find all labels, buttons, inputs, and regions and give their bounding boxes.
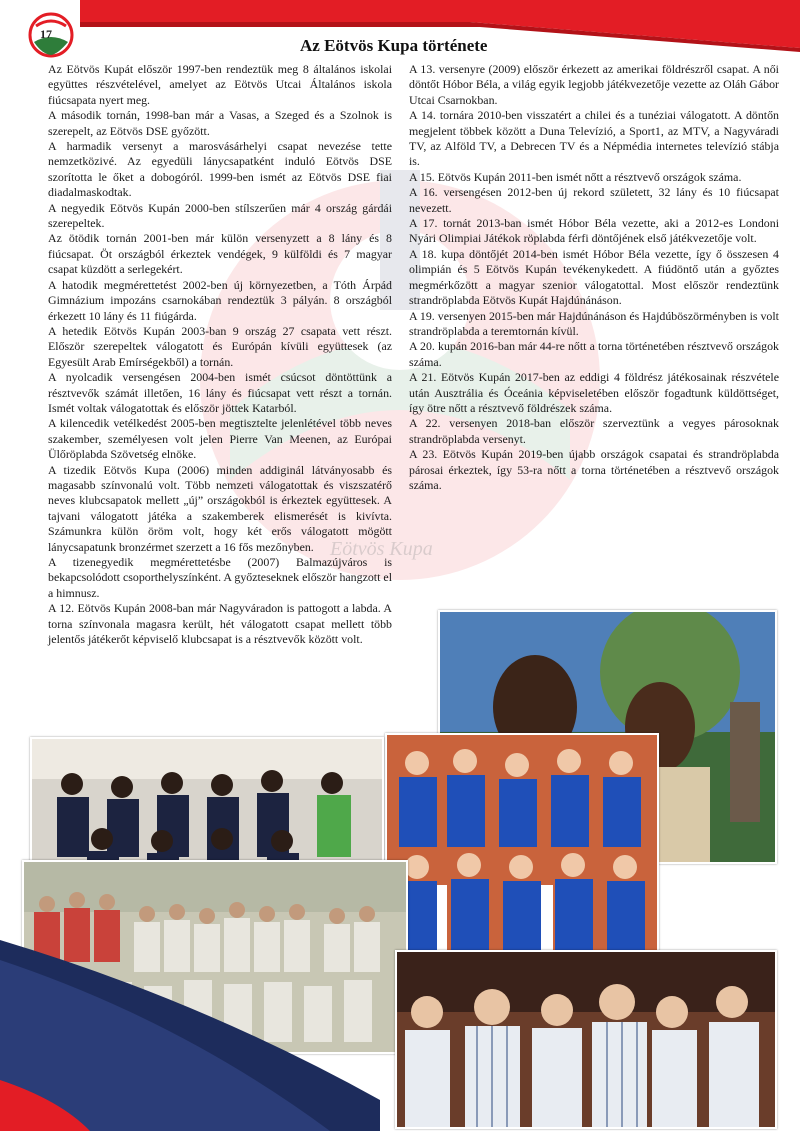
paragraph: A tizenegyedik megmérettetésbe (2007) Balmazújváros is bekapcsolódott csoporthelyszínként. A győzteseknek először hangzott el a himnusz. (48, 555, 392, 600)
page-title: Az Eötvös Kupa története (300, 36, 488, 55)
left-text-column (48, 62, 392, 647)
paragraph: A 18. kupa döntőjét 2014-ben ismét Hóbor Béla vezette, így ő összesen 4 olimpián és 5 Eötvös Kupán tevékenykedett. A fiúdöntő után a győztes megmérkőzött a magyar szenior válogatottal. Most először rendeztünk strandröplabda Eötvös Kupát Hajdúnánáson. (409, 246, 779, 308)
page-number: 17 (40, 27, 52, 41)
paragraph: A 12. Eötvös Kupán 2008-ban már Nagyváradon is pattogott a labda. A torna színvonala magasra került, hét válogatott csapat mellett több jelentős játékerőt képviselő klubcsapat is a résztvevők között volt. (48, 601, 392, 647)
right-text-column (409, 62, 779, 493)
paragraph: A nyolcadik versengésen 2004-ben ismét csúcsot döntöttünk a résztvevők számát illetően, 16 lány és fiúcsapat vett részt a tornán. Ismét voltak válogatottak és először jöttek Katarból. (48, 370, 392, 415)
paragraph: A tizedik Eötvös Kupa (2006) minden addiginál látványosabb és magasabb színvonalú volt. Több nemzeti válogatottak és viszszatérő neves klubcsapatok mellett „új” országokból is érkeztek együttesek. A tajvani válogatott játéka a szakemberek elismerését is kivívta. Számunkra külön öröm volt, hogy két erős válogatott mögött lánycsapatunk bronzérmet szerzett a 16 fős mezőnyben. (48, 462, 392, 554)
photo-referees (395, 950, 777, 1129)
paragraph: A 22. versenyen 2018-ban először szerveztünk a vegyes párosoknak strandröplabda versenyt. (409, 416, 779, 446)
paragraph: A 16. versengésen 2012-ben új rekord született, 32 lány és 10 fiúcsapat nevezett. (409, 185, 779, 215)
paragraph: A 23. Eötvös Kupán 2019-ben újabb országok csapatai és strandröplabda párosai érkeztek, így 53-ra nőtt a torna történetében a résztvevő országok száma. (409, 447, 779, 492)
paragraph: A 15. Eötvös Kupán 2011-ben ismét nőtt a résztvevő országok száma. (409, 169, 742, 184)
paragraph: A kilencedik vetélkedést 2005-ben megtisztelte jelenlétével több neves szakember, személyesen volt jelen Pierre Van Meenen, az Európai Ülőröplabda Szövetség elnöke. (48, 416, 392, 462)
paragraph: A második tornán, 1998-ban már a Vasas, a Szeged és a Szolnok is szerepelt, az Eötvös DSE győzött. (48, 108, 392, 138)
paragraph: A hetedik Eötvös Kupán 2003-ban 9 ország 27 csapata vett részt. Először szerepeltek válogatott és Európán kívüli együttesek (az Egyesült Arab Emírségekből) a tornán. (48, 323, 392, 369)
paragraph: A harmadik versenyt a marosvásárhelyi csapat nevezése tette nemzetközivé. Az egyedüli lánycsapatként induló Eötvös DSE szorította le őket a dobogóról. 1999-ben ismét az Eötvös DSE fiai diadalmaskodtak. (48, 139, 392, 200)
paragraph: A 20. kupán 2016-ban már 44-re nőtt a torna történetében résztvevő országok száma. (409, 339, 779, 369)
paragraph: A hatodik megmérettetést 2002-ben új környezetben, a Tóth Árpád Gimnázium impozáns csarnokában rendeztük 3 pályán. 8 országból érkezett 10 lány és 11 fiúgárda. (48, 277, 392, 323)
paragraph: A negyedik Eötvös Kupán 2000-ben stílszerűen már 4 ország gárdái szerepeltek. (48, 200, 392, 231)
photo-girls-team-medals (385, 733, 659, 962)
watermark-text: Eötvös Kupa (330, 538, 433, 560)
paragraph: A 17. tornát 2013-ban ismét Hóbor Béla vezette, aki a 2012-es Londoni Nyári Olimpiai Játékok röplabda férfi döntőjének első játékvezetője volt. (409, 216, 779, 246)
photo-group-white-jerseys (22, 860, 408, 1054)
paragraph: A 14. tornára 2010-ben visszatért a chilei és a tunéziai válogatott. A döntőn megjelent többek között a Duna Televízió, a Sport1, az MTV, a Nagyváradi TV, az Alföld TV, a Debrecen TV és a Népmédia internetes televízió stábja is. (409, 108, 779, 169)
paragraph: A 13. versenyre (2009) először érkezett az amerikai földrészről csapat. A női döntőt Hóbor Béla, a világ egyik legjobb játékvezetője vezette az Oláh Gábor Utcai Csarnokban. (409, 62, 779, 107)
paragraph: Az ötödik tornán 2001-ben már külön versenyzett a 8 lány és 8 fiúcsapat. Öt országból érkeztek vendégek, 9 külföldi és 7 magyar csapat küzdött a serlegekért. (48, 231, 392, 277)
paragraph: A 21. Eötvös Kupán 2017-ben az eddigi 4 földrész játékosainak részvétele után Ausztrália és Óceánia képviseletében először fogadtunk küldöttséget, így ötre nőtt a résztvevő földrészek száma. (409, 370, 779, 415)
paragraph: Az Eötvös Kupát először 1997-ben rendeztük meg 8 általános iskolai együttes részvételével, amelyet az Eötvös Utcai Általános iskola fiúcsapata nyert meg. (48, 62, 392, 107)
paragraph: A 19. versenyen 2015-ben már Hajdúnánáson és Hajdúböszörményben is volt strandröplabda a teremtornán kívül. (409, 308, 779, 338)
